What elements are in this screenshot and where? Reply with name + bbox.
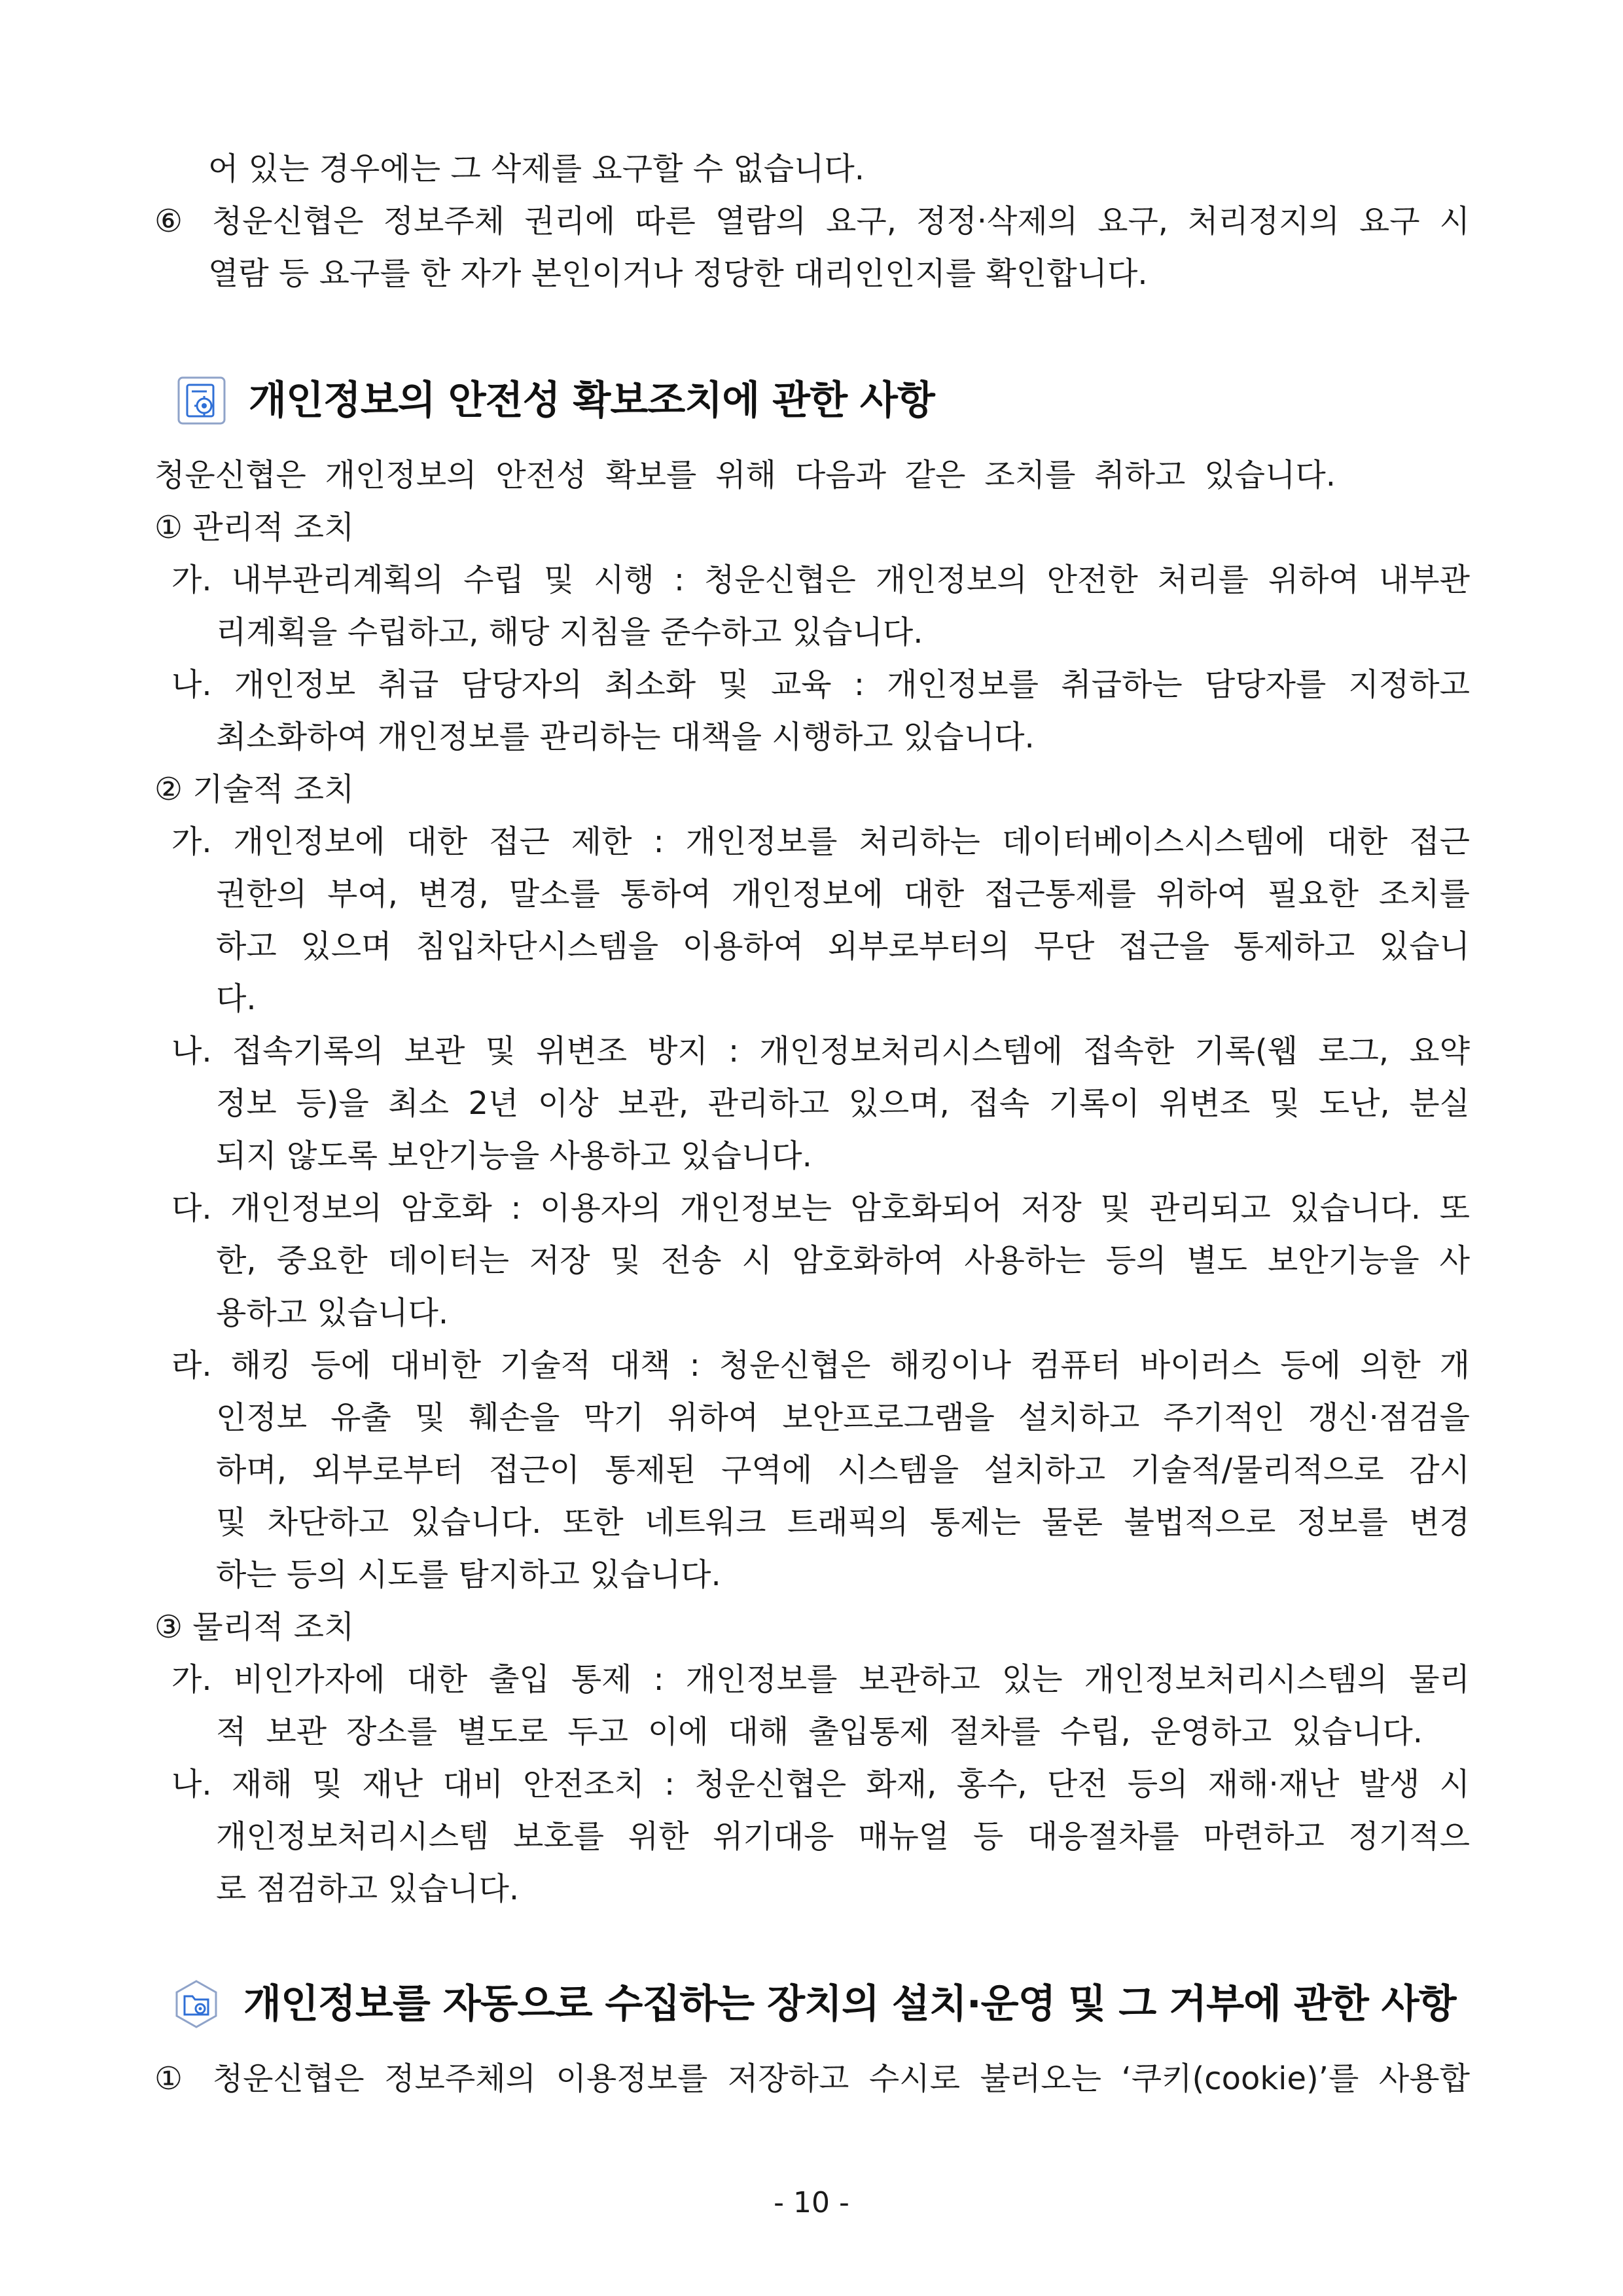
text-line: 적 보관 장소를 별도로 두고 이에 대해 출입통제 절차를 수립, 운영하고 있습니다. [216, 1713, 1423, 1750]
text-line: ① 관리적 조치 [154, 509, 355, 546]
text-line: 다. 개인정보의 암호화 : 이용자의 개인정보는 암호화되어 저장 및 관리되고 있습니다. 또 [171, 1190, 1470, 1227]
section-title: 개인정보를 자동으로 수집하는 장치의 설치·운영 및 그 거부에 관한 사항 [243, 1981, 1456, 2027]
gear-document-icon [177, 376, 226, 425]
text-line: 개인정보처리시스템 보호를 위한 위기대응 매뉴얼 등 대응절차를 마련하고 정기적으 [216, 1818, 1470, 1855]
text-line: 인정보 유출 및 훼손을 막기 위하여 보안프로그램을 설치하고 주기적인 갱신·점검을 [216, 1399, 1470, 1436]
page-number: - 10 - [774, 2186, 849, 2219]
text-line: ② 기술적 조치 [154, 771, 355, 808]
text-line: 정보 등)을 최소 2년 이상 보관, 관리하고 있으며, 접속 기록이 위변조 및 도난, 분실 [216, 1085, 1470, 1122]
text-line: 나. 개인정보 취급 담당자의 최소화 및 교육 : 개인정보를 취급하는 담당자를 지정하고 [171, 666, 1470, 703]
text-line: ⑥ 청운신협은 정보주체 권리에 따른 열람의 요구, 정정·삭제의 요구, 처리정지의 요구 시 [154, 203, 1470, 240]
text-line: 가. 내부관리계획의 수립 및 시행 : 청운신협은 개인정보의 안전한 처리를 위하여 내부관 [171, 562, 1470, 598]
text-line: 리계획을 수립하고, 해당 지침을 준수하고 있습니다. [216, 614, 923, 651]
text-line: 로 점검하고 있습니다. [216, 1871, 520, 1907]
text-line: 최소화하여 개인정보를 관리하는 대책을 시행하고 있습니다. [216, 719, 1035, 755]
text-line: 용하고 있습니다. [216, 1295, 449, 1331]
text-line: 하는 등의 시도를 탐지하고 있습니다. [216, 1556, 721, 1593]
text-line: 어 있는 경우에는 그 삭제를 요구할 수 없습니다. [208, 151, 865, 187]
text-line: 한, 중요한 데이터는 저장 및 전송 시 암호화하여 사용하는 등의 별도 보안기능을 사 [216, 1242, 1470, 1279]
text-line: 가. 비인가자에 대한 출입 통제 : 개인정보를 보관하고 있는 개인정보처리시스템의 물리 [171, 1661, 1470, 1698]
section-heading [171, 1978, 1456, 2030]
text-line: 하며, 외부로부터 접근이 통제된 구역에 시스템을 설치하고 기술적/물리적으로 감시 [216, 1452, 1470, 1488]
gear-folder-icon [171, 1979, 221, 2029]
section-heading [177, 374, 935, 427]
text-line: ③ 물리적 조치 [154, 1609, 355, 1645]
text-line: 열람 등 요구를 한 자가 본인이거나 정당한 대리인인지를 확인합니다. [208, 255, 1148, 292]
text-line: 권한의 부여, 변경, 말소를 통하여 개인정보에 대한 접근통제를 위하여 필요한 조치를 [216, 876, 1470, 912]
text-line: 다. [216, 980, 257, 1017]
text-line: 라. 해킹 등에 대비한 기술적 대책 : 청운신협은 해킹이나 컴퓨터 바이러스 등에 의한 개 [171, 1347, 1470, 1384]
text-line: 하고 있으며 침입차단시스템을 이용하여 외부로부터의 무단 접근을 통제하고 있습니 [216, 928, 1470, 965]
text-line: 청운신협은 개인정보의 안전성 확보를 위해 다음과 같은 조치를 취하고 있습니다. [154, 457, 1336, 493]
text-line: 및 차단하고 있습니다. 또한 네트워크 트래픽의 통제는 물론 불법적으로 정보를 변경 [216, 1504, 1470, 1541]
text-line: ① 청운신협은 정보주체의 이용정보를 저장하고 수시로 불러오는 ‘쿠키(cookie)’를 사용합 [154, 2060, 1470, 2097]
text-line: 나. 접속기록의 보관 및 위변조 방지 : 개인정보처리시스템에 접속한 기록(웹 로그, 요약 [171, 1033, 1470, 1069]
section-title: 개인정보의 안전성 확보조치에 관한 사항 [249, 378, 935, 423]
text-line: 나. 재해 및 재난 대비 안전조치 : 청운신협은 화재, 홍수, 단전 등의 재해·재난 발생 시 [171, 1766, 1470, 1803]
text-line: 가. 개인정보에 대한 접근 제한 : 개인정보를 처리하는 데이터베이스시스템에 대한 접근 [171, 823, 1470, 860]
text-line: 되지 않도록 보안기능을 사용하고 있습니다. [216, 1138, 812, 1174]
